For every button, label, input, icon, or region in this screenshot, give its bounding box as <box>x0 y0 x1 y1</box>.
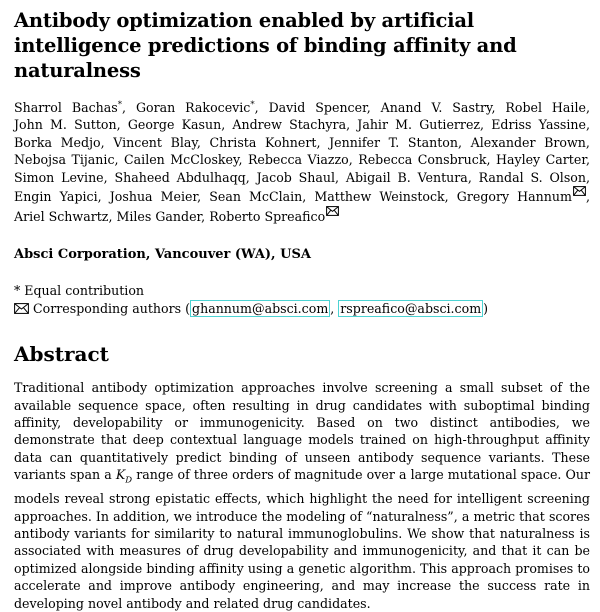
envelope-icon <box>573 186 586 196</box>
author-notes <box>14 282 590 318</box>
paper-title: Antibody optimization enabled by artificial intelligence predictions of binding affinity and naturalness <box>14 9 517 82</box>
author-name: Rebecca Consbruck, <box>358 152 491 168</box>
author-name: Borka Medjo, <box>14 134 105 150</box>
author-name: Christa Kohnert, <box>209 134 321 150</box>
paren-close: ) <box>483 300 489 316</box>
author-name: Gregory Hannum , <box>457 189 590 204</box>
author-name: Engin Yapici, <box>14 189 102 205</box>
author-name: David Spencer, <box>268 100 371 115</box>
author-name: Randal S. Olson, <box>478 169 590 185</box>
author-name: Roberto Spreafico <box>209 209 339 224</box>
author-name: Jacob Shaul, <box>256 169 340 185</box>
equal-contribution-note: * Equal contribution <box>14 283 145 299</box>
author-name: Alexander Brown, <box>470 134 590 150</box>
author-name: Robel Haile, <box>505 100 590 115</box>
author-name: Simon Levine, <box>14 169 108 185</box>
author-name: Sharrol Bachas*, <box>14 99 126 115</box>
email-link-ghannum[interactable]: ghannum@absci.com <box>192 300 329 316</box>
author-name: Matthew Weinstock, <box>314 189 449 205</box>
author-name: Anand V. Sastry, <box>380 100 496 115</box>
corresponding-note <box>14 300 590 319</box>
author-name: Goran Rakocevic*, <box>135 99 259 115</box>
corresponding-label: Corresponding authors <box>33 300 182 316</box>
equal-contribution-mark: * <box>117 99 122 110</box>
email-link-rspreafico[interactable]: rspreafico@absci.com <box>340 300 482 316</box>
equal-contribution-mark: * <box>250 99 255 110</box>
paren-open: ( <box>185 300 191 316</box>
paper-page <box>14 8 590 612</box>
kd-symbol: $K_D$ <box>115 467 133 486</box>
author-name: George Kasun, <box>127 117 226 133</box>
abstract-part-1: Traditional antibody optimization approaches involve screening a small subset of the available sequence space, often resulting in drug candidates with suboptimal binding affinity, developability or immunogenicity. Based on two distinct antibodies, we demonstrate that deep contextual language models trained on high-throughput affinity data can quantitatively predict binding of unseen antibody sequence variants. These variants span a <box>14 380 590 483</box>
author-name: Andrew Stachyra, <box>232 117 351 133</box>
author-name: Shaheed Abdulhaqq, <box>114 169 250 185</box>
author-name: Cailen McCloskey, <box>124 152 243 168</box>
author-name: Miles Gander, <box>116 208 206 224</box>
author-name: John M. Sutton, <box>14 117 121 133</box>
author-name: Jahir M. Gutierrez, <box>357 117 485 133</box>
abstract-part-2: range of three orders of magnitude over a large mutational space. Our models reveal strong epistatic effects, which highlight the need for intelligent screening approaches. In addition, we introduce the modeling of “naturalness”, a metric that scores antibody variants for similarity to natural immunoglobulins. We show that naturalness is associated with measures of drug developability and immunogenicity, and that it can be optimized alongside binding affinity using a genetic algorithm. This approach promises to accelerate and improve antibody engineering, and may increase the success rate in developing novel antibody and related drug candidates. <box>14 467 590 611</box>
author-name: Sean McClain, <box>209 189 307 205</box>
author-list <box>14 99 590 225</box>
envelope-icon <box>326 206 339 216</box>
author-name: Ariel Schwartz, <box>14 208 113 224</box>
abstract-text <box>14 379 590 612</box>
affiliation: Absci Corporation, Vancouver (WA), USA <box>14 247 311 263</box>
author-name: Jennifer T. Stanton, <box>329 134 462 150</box>
author-name: Vincent Blay, <box>113 134 201 150</box>
abstract-heading: Abstract <box>14 342 109 367</box>
envelope-icon <box>14 301 29 319</box>
comma-sep: , <box>330 300 339 316</box>
author-name: Joshua Meier, <box>109 189 202 205</box>
author-name: Nebojsa Tijanic, <box>14 152 119 168</box>
author-name: Edriss Yassine, <box>491 117 590 133</box>
author-name: Hayley Carter, <box>495 152 590 168</box>
author-name: Rebecca Viazzo, <box>247 152 353 168</box>
author-name: Abigail B. Ventura, <box>345 169 472 185</box>
